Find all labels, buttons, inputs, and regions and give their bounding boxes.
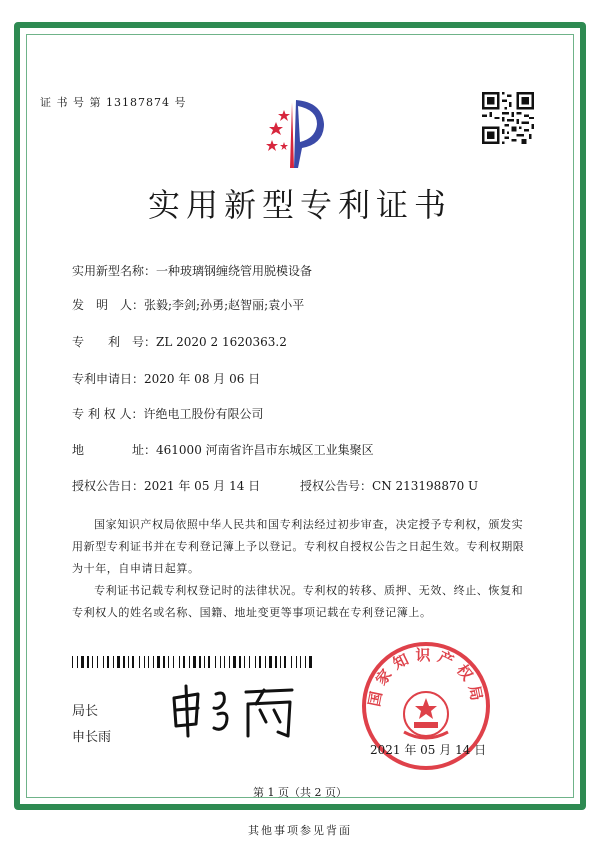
signatory-name: 申长雨 bbox=[72, 730, 112, 745]
patent-number-value: ZL 2020 2 1620363.2 bbox=[156, 335, 287, 349]
utility-name-label: 实用新型名称： bbox=[72, 264, 157, 278]
patent-number-label: 专 利 号： bbox=[72, 335, 157, 349]
grant-date-label: 授权公告日： bbox=[72, 479, 145, 493]
qr-code-icon bbox=[482, 92, 534, 144]
grant-number-value: CN 213198870 U bbox=[372, 479, 479, 493]
utility-name-value: 一种玻璃钢缠绕管用脱模设备 bbox=[156, 264, 313, 278]
patentee-row bbox=[72, 405, 263, 422]
inventors-label: 发 明 人： bbox=[72, 298, 145, 312]
address-value: 461000 河南省许昌市东城区工业集聚区 bbox=[156, 443, 374, 457]
inventors-row bbox=[72, 296, 304, 313]
page-number: 第 1 页（共 2 页） bbox=[253, 786, 347, 799]
utility-name-row bbox=[72, 262, 312, 279]
certificate-title: 实用新型专利证书 bbox=[147, 186, 452, 224]
address-row bbox=[72, 441, 374, 458]
seal-text: 国家知识产权局 bbox=[365, 646, 487, 709]
filing-date-label: 专利申请日： bbox=[72, 372, 145, 386]
filing-date-value: 2020 年 08 月 06 日 bbox=[144, 372, 261, 386]
seal-date: 2021 年 05 月 14 日 bbox=[370, 743, 487, 757]
filing-date-row bbox=[72, 370, 260, 387]
patentee-label: 专 利 权 人： bbox=[72, 407, 144, 421]
address-label: 地 址： bbox=[72, 443, 157, 457]
inventors-value: 张毅;李剑;孙勇;赵智丽;袁小平 bbox=[144, 298, 305, 312]
grant-statement-paragraph: 国家知识产权局依照中华人民共和国专利法经过初步审查，决定授予专利权，颁发实用新型专利证书并在专利登记簿上予以登记。专利权自授权公告之日起生效。专利权期限为十年，自申请日起算。 bbox=[72, 518, 525, 575]
legal-status-paragraph: 专利证书记载专利权登记时的法律状况。专利权的转移、质押、无效、终止、恢复和专利权人的姓名或名称、国籍、地址变更等事项记载在专利登记簿上。 bbox=[72, 584, 524, 619]
grant-number-label: 授权公告号： bbox=[300, 479, 373, 493]
footer-note: 其他事项参见背面 bbox=[248, 824, 352, 837]
certificate-number: 证 书 号 第 13187874 号 bbox=[40, 96, 187, 109]
grant-date-value: 2021 年 05 月 14 日 bbox=[144, 479, 261, 493]
grant-date-row bbox=[72, 477, 260, 494]
barcode-strip bbox=[72, 656, 312, 668]
patent-number-row bbox=[72, 333, 287, 350]
grant-number-row bbox=[300, 477, 478, 494]
signature-image bbox=[168, 680, 308, 740]
patentee-value: 许绝电工股份有限公司 bbox=[143, 407, 264, 421]
cnipa-logo-icon bbox=[262, 92, 332, 170]
signatory-role: 局长 bbox=[72, 704, 99, 719]
